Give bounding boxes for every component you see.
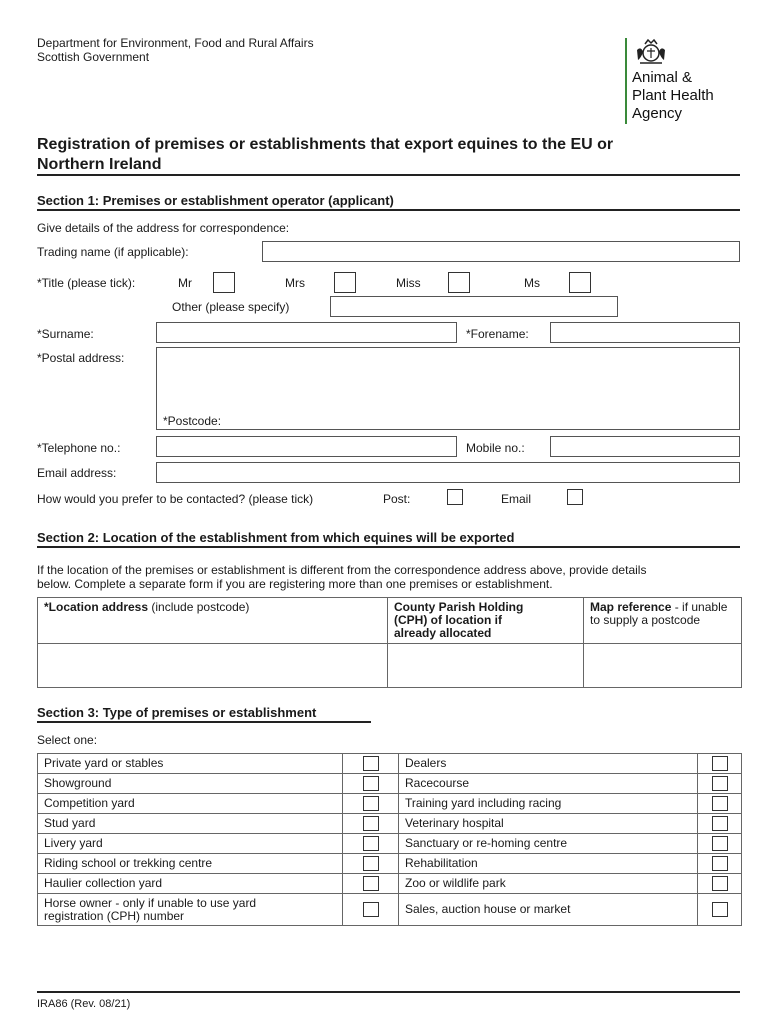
premises-type-checkbox[interactable] bbox=[712, 776, 728, 791]
premises-type-label: Private yard or stables bbox=[38, 754, 343, 774]
map-reference-input[interactable] bbox=[584, 644, 742, 688]
title-other-input[interactable] bbox=[330, 296, 618, 317]
postcode-label: *Postcode: bbox=[163, 414, 222, 428]
telephone-input[interactable] bbox=[156, 436, 457, 457]
premises-type-checkbox[interactable] bbox=[363, 796, 379, 811]
table-row bbox=[38, 754, 742, 774]
premises-type-checkbox[interactable] bbox=[712, 836, 728, 851]
page-title bbox=[37, 135, 613, 175]
surname-label: *Surname: bbox=[37, 327, 94, 341]
premises-type-checkbox-cell[interactable] bbox=[343, 794, 399, 814]
cph-header-line-1: County Parish Holding bbox=[394, 600, 524, 614]
cph-header-line-3: already allocated bbox=[394, 626, 492, 640]
postal-address-input[interactable] bbox=[156, 347, 740, 430]
email-input[interactable] bbox=[156, 462, 740, 483]
premises-type-checkbox-cell[interactable] bbox=[343, 834, 399, 854]
premises-type-checkbox-cell[interactable] bbox=[698, 794, 742, 814]
premises-type-checkbox[interactable] bbox=[363, 776, 379, 791]
premises-type-label: Dealers bbox=[399, 754, 698, 774]
title-mr-checkbox[interactable] bbox=[213, 272, 235, 293]
mobile-label: Mobile no.: bbox=[466, 441, 525, 455]
surname-input[interactable] bbox=[156, 322, 457, 343]
title-ms-label: Ms bbox=[524, 276, 540, 290]
premises-type-checkbox-cell[interactable] bbox=[343, 814, 399, 834]
map-reference-header-bold: Map reference bbox=[590, 600, 672, 614]
contact-post-checkbox[interactable] bbox=[447, 489, 463, 505]
premises-type-label: Haulier collection yard bbox=[38, 874, 343, 894]
premises-type-checkbox-cell[interactable] bbox=[343, 854, 399, 874]
postal-address-label: *Postal address: bbox=[37, 351, 125, 365]
title-ms-checkbox[interactable] bbox=[569, 272, 591, 293]
premises-type-checkbox[interactable] bbox=[712, 796, 728, 811]
premises-type-checkbox-cell[interactable] bbox=[698, 774, 742, 794]
premises-type-label: Veterinary hospital bbox=[399, 814, 698, 834]
premises-type-checkbox-cell[interactable] bbox=[698, 874, 742, 894]
premises-type-checkbox-cell[interactable] bbox=[698, 854, 742, 874]
location-address-input[interactable] bbox=[38, 644, 388, 688]
contact-post-label: Post: bbox=[383, 492, 411, 506]
map-reference-header bbox=[584, 598, 742, 644]
premises-type-checkbox[interactable] bbox=[363, 902, 379, 917]
premises-type-label: Training yard including racing bbox=[399, 794, 698, 814]
premises-type-label: Sanctuary or re-homing centre bbox=[399, 834, 698, 854]
section3-heading: Section 3: Type of premises or establishment bbox=[37, 705, 317, 720]
section3-rule bbox=[37, 721, 371, 723]
premises-type-label: Competition yard bbox=[38, 794, 343, 814]
premises-type-label: Riding school or trekking centre bbox=[38, 854, 343, 874]
premises-type-label-line-2: registration (CPH) number bbox=[44, 909, 185, 923]
premises-type-checkbox[interactable] bbox=[712, 856, 728, 871]
premises-type-checkbox[interactable] bbox=[712, 902, 728, 917]
table-row bbox=[38, 854, 742, 874]
premises-type-label bbox=[38, 894, 343, 926]
premises-type-checkbox[interactable] bbox=[363, 876, 379, 891]
title-miss-label: Miss bbox=[396, 276, 421, 290]
section3-intro: Select one: bbox=[37, 733, 98, 747]
section2-intro-line-1: If the location of the premises or establishment is different from the correspondence address above, provide details bbox=[37, 563, 647, 577]
premises-type-label: Showground bbox=[38, 774, 343, 794]
premises-type-checkbox[interactable] bbox=[712, 756, 728, 771]
map-reference-header-line-2: to supply a postcode bbox=[590, 613, 701, 627]
table-row bbox=[38, 814, 742, 834]
location-address-header-rest: (include postcode) bbox=[148, 600, 250, 614]
mobile-input[interactable] bbox=[550, 436, 740, 457]
title-other-label: Other (please specify) bbox=[172, 300, 290, 314]
location-address-header-bold: *Location address bbox=[44, 600, 149, 614]
cph-header bbox=[388, 598, 584, 644]
agency-name bbox=[632, 69, 714, 123]
title-label: *Title (please tick): bbox=[37, 276, 136, 290]
agency-line-2: Plant Health bbox=[632, 87, 714, 104]
table-row bbox=[38, 894, 742, 926]
premises-type-label-line-1: Horse owner - only if unable to use yard bbox=[44, 896, 257, 910]
agency-line-3: Agency bbox=[632, 105, 683, 122]
page-title-line-1: Registration of premises or establishments that export equines to the EU or bbox=[37, 136, 614, 153]
forename-label: *Forename: bbox=[466, 327, 529, 341]
royal-crest-icon bbox=[634, 38, 668, 66]
telephone-label: *Telephone no.: bbox=[37, 441, 121, 455]
department-name: Department for Environment, Food and Rural Affairs bbox=[37, 36, 314, 50]
premises-type-label: Livery yard bbox=[38, 834, 343, 854]
contact-email-label: Email bbox=[501, 492, 532, 506]
premises-type-checkbox[interactable] bbox=[363, 856, 379, 871]
title-mr-label: Mr bbox=[178, 276, 192, 290]
location-address-header bbox=[38, 598, 388, 644]
trading-name-input[interactable] bbox=[262, 241, 740, 262]
contact-email-checkbox[interactable] bbox=[567, 489, 583, 505]
page-title-line-2: Northern Ireland bbox=[37, 156, 162, 173]
table-row bbox=[38, 794, 742, 814]
premises-type-checkbox[interactable] bbox=[712, 876, 728, 891]
premises-type-checkbox-cell[interactable] bbox=[343, 894, 399, 926]
premises-type-checkbox[interactable] bbox=[712, 816, 728, 831]
section2-heading: Section 2: Location of the establishment from which equines will be exported bbox=[37, 530, 515, 545]
agency-divider bbox=[625, 38, 627, 124]
table-row bbox=[38, 874, 742, 894]
premises-type-checkbox[interactable] bbox=[363, 816, 379, 831]
section2-rule bbox=[37, 546, 740, 548]
agency-line-1: Animal & bbox=[632, 69, 693, 86]
premises-type-label: Stud yard bbox=[38, 814, 343, 834]
premises-type-label: Zoo or wildlife park bbox=[399, 874, 698, 894]
premises-type-checkbox[interactable] bbox=[363, 756, 379, 771]
form-reference: IRA86 (Rev. 08/21) bbox=[37, 998, 131, 1010]
premises-type-checkbox-cell[interactable] bbox=[698, 834, 742, 854]
premises-type-checkbox[interactable] bbox=[363, 836, 379, 851]
title-mrs-label: Mrs bbox=[285, 276, 305, 290]
cph-input[interactable] bbox=[388, 644, 584, 688]
title-miss-checkbox[interactable] bbox=[448, 272, 470, 293]
section1-rule bbox=[37, 209, 740, 211]
section1-heading: Section 1: Premises or establishment operator (applicant) bbox=[37, 193, 394, 208]
footer-rule bbox=[37, 991, 740, 993]
premises-type-label: Rehabilitation bbox=[399, 854, 698, 874]
cph-header-line-2: (CPH) of location if bbox=[394, 613, 502, 627]
premises-type-checkbox-cell[interactable] bbox=[343, 874, 399, 894]
table-row bbox=[38, 774, 742, 794]
premises-type-label: Racecourse bbox=[399, 774, 698, 794]
title-rule bbox=[37, 174, 740, 176]
email-label: Email address: bbox=[37, 466, 117, 480]
title-mrs-checkbox[interactable] bbox=[334, 272, 356, 293]
location-table bbox=[37, 597, 742, 688]
premises-type-table bbox=[37, 753, 742, 926]
premises-type-checkbox-cell[interactable] bbox=[343, 774, 399, 794]
trading-name-label: Trading name (if applicable): bbox=[37, 245, 189, 259]
map-reference-header-rest: - if unable bbox=[671, 600, 728, 614]
premises-type-checkbox-cell[interactable] bbox=[343, 754, 399, 774]
premises-type-label: Sales, auction house or market bbox=[399, 894, 698, 926]
table-row bbox=[38, 834, 742, 854]
contact-preference-label: How would you prefer to be contacted? (please tick) bbox=[37, 492, 314, 506]
premises-type-checkbox-cell[interactable] bbox=[698, 754, 742, 774]
premises-type-checkbox-cell[interactable] bbox=[698, 894, 742, 926]
section1-intro: Give details of the address for correspondence: bbox=[37, 221, 290, 235]
section2-intro bbox=[37, 563, 646, 591]
section2-intro-line-2: below. Complete a separate form if you are registering more than one premises or establishment. bbox=[37, 577, 553, 591]
forename-input[interactable] bbox=[550, 322, 740, 343]
government-name: Scottish Government bbox=[37, 50, 150, 64]
premises-type-checkbox-cell[interactable] bbox=[698, 814, 742, 834]
